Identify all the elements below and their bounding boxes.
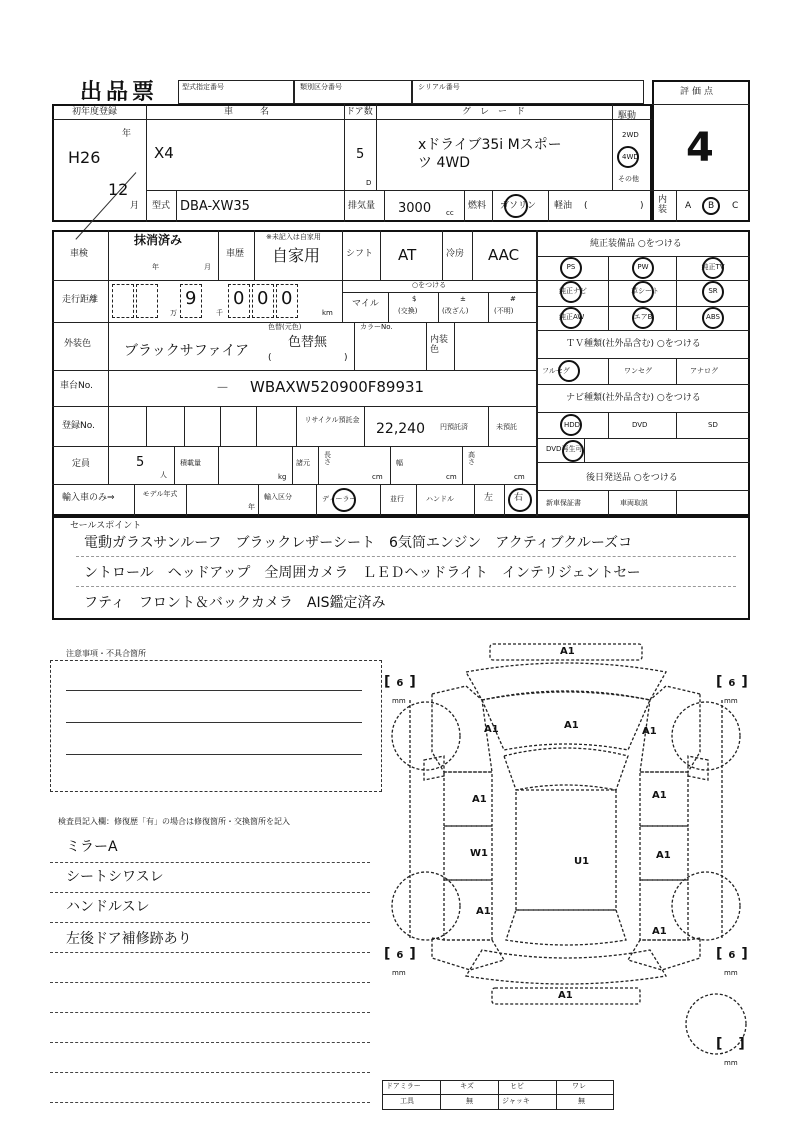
color-change-label: 色替(元色) (268, 323, 302, 331)
interior-grade-b-circle (702, 197, 720, 215)
navi-grid-line (676, 412, 677, 438)
tread-rear-right-unit: mm (724, 969, 738, 977)
inspection-value: 抹消済み (134, 233, 183, 247)
length-unit: cm (372, 473, 383, 481)
navi-option: SD (708, 421, 718, 429)
paren-right: ) (640, 201, 644, 211)
doors-label: ドア数 (346, 107, 373, 117)
first-registration-month: 12 (108, 180, 129, 199)
damage-label-right-rear-fender: A1 (652, 926, 667, 937)
legend-header: ヒビ (510, 1082, 524, 1090)
damage-label-hood: A1 (564, 720, 579, 731)
damage-label-right-rear-door: A1 (656, 850, 671, 861)
inspection-year-unit: 年 (152, 263, 159, 271)
tv-option: アナログ (690, 367, 718, 375)
mileage-digit-box (112, 284, 134, 318)
damage-label-left-rear-door: W1 (470, 848, 488, 859)
inspection-month-unit: 月 (204, 263, 211, 271)
legend-header: キズ (460, 1082, 474, 1090)
car-name: X4 (154, 144, 174, 162)
tv-option: ワンセグ (624, 367, 652, 375)
width-label: 幅 (396, 459, 403, 467)
equipment-item-circle (560, 257, 582, 279)
tread-front-right-unit: mm (724, 697, 738, 705)
tread-front-left: [ 6 ] (384, 674, 416, 690)
sales-line-2: ントロール ヘッドアップ 全周囲カメラ ＬＥＤヘッドライト インテリジェントセー (84, 565, 641, 581)
inspector-label: 検査員記入欄：修復歴「有」の場合は修復箇所・交換箇所を記入 (58, 817, 290, 826)
model-value: DBA-XW35 (180, 199, 250, 214)
mileage-opt-exchange: (交換) (398, 307, 418, 315)
equipment-item-circle (702, 281, 724, 303)
legend-value: 工具 (400, 1097, 414, 1105)
equipment-item: エアB (633, 313, 653, 321)
legend-value: 無 (578, 1097, 585, 1105)
drive-4wd: 4WD (622, 153, 639, 161)
interior-grade-label: 内装 (658, 195, 668, 215)
interior-color-label: 内装色 (430, 335, 449, 355)
tread-spare-unit: mm (724, 1059, 738, 1067)
tread-front-right: [ 6 ] (716, 674, 748, 690)
inspector-rule (50, 1072, 370, 1073)
mileage-digit: 0 (281, 288, 293, 309)
tread-rear-right: [ 6 ] (716, 946, 748, 962)
navi-hdd-circle (560, 414, 582, 436)
doc-warranty: 新車保証書 (546, 499, 581, 507)
damage-label-front-bumper: A1 (560, 646, 575, 657)
recycle-unpaid: 未預託 (496, 423, 517, 431)
equipment-item: 純正ナビ (559, 287, 587, 295)
mileage-digit: 0 (233, 288, 245, 309)
category-number-label: 類別区分番号 (300, 83, 342, 91)
navi-grid-line (584, 438, 585, 462)
import-category-label: 輸入区分 (264, 493, 292, 501)
equipment-item-circle (631, 281, 659, 303)
mileage-man-unit: 万 (170, 309, 177, 317)
legend-header: ワレ (572, 1082, 586, 1090)
grade-line-2: ツ 4WD (418, 155, 470, 171)
load-unit: kg (278, 473, 287, 481)
fuel-gasoline-circle (504, 194, 528, 218)
legend-value: ジャッキ (502, 1097, 530, 1105)
tv-option: フルセグ (542, 367, 570, 375)
handle-right: 右 (514, 493, 524, 503)
legend-header: ドアミラー (386, 1082, 421, 1090)
color-code-label: カラーNo. (360, 323, 393, 331)
equipment-item: 純正TV (701, 263, 725, 271)
doors-suffix: D (366, 179, 372, 187)
dims-label: 諸元 (296, 459, 310, 467)
navi-grid-line (536, 438, 750, 439)
inspector-rule (50, 982, 370, 983)
tv-title: ＴＶ種類(社外品含む) ○をつける (566, 339, 701, 349)
legend-value: 無 (466, 1097, 473, 1105)
tv-fullseg-circle (558, 360, 580, 382)
import-dealer: ディーラー (322, 495, 357, 503)
equipment-item: 純正AW (559, 313, 585, 321)
notes-label: 注意事項・不具合箇所 (66, 649, 146, 658)
car-damage-diagram (380, 640, 760, 1080)
recycle-label: リサイクル預託金 (304, 416, 360, 424)
tread-rear-left-unit: mm (392, 969, 406, 977)
recycle-value: 22,240 (376, 421, 425, 437)
interior-grade-c: C (732, 201, 739, 211)
interior-grade-b: B (708, 201, 715, 211)
mileage-digit: 9 (185, 288, 197, 309)
navi-dvd-play-circle (562, 440, 584, 462)
fuel-gasoline: ガソリン (500, 201, 537, 211)
equipment-item-circle (559, 281, 587, 303)
fuel-diesel: 軽油 (554, 201, 573, 211)
mileage-opt-tamper-mark: ± (460, 295, 466, 303)
notes-box (50, 660, 382, 792)
shift-value: AT (398, 246, 417, 264)
damage-label-left-rear-fender: A1 (476, 906, 491, 917)
handle-left: 左 (484, 493, 494, 503)
equipment-item-circle (702, 257, 724, 279)
inspector-line-2: シートシワスレ (66, 869, 164, 885)
handle-label: ハンドル (426, 495, 454, 503)
recycle-status: 円預託済 (440, 423, 468, 431)
drive-label: 駆動 (618, 111, 637, 121)
mileage-opt-exchange-mark: $ (412, 295, 417, 303)
equip-grid-line (676, 256, 677, 330)
form-title: 出品票 (80, 80, 159, 105)
equipment-item: PS (566, 263, 576, 271)
sales-points-label: セールスポイント (70, 521, 142, 531)
exterior-color-label: 外装色 (64, 339, 92, 349)
damage-label-left-front-door: A1 (472, 794, 487, 805)
cc-unit: cc (446, 209, 454, 217)
tread-spare: [ ] (716, 1036, 745, 1052)
chassis-dash: － (216, 381, 230, 396)
equipment-item-circle (702, 307, 724, 329)
drive-other: その他 (618, 175, 639, 183)
first-registration-year: H26 (68, 148, 101, 167)
tread-front-left-unit: mm (392, 697, 406, 705)
interior-grade-a: A (685, 201, 692, 211)
drive-4wd-circle (617, 146, 639, 168)
handle-right-circle (508, 488, 532, 512)
chassis-number-label: 車台No. (60, 381, 93, 391)
mileage-digit: 0 (257, 288, 269, 309)
history-note: ※未記入は自家用 (266, 233, 321, 241)
inspector-rule (50, 1012, 370, 1013)
mileage-km-unit: km (322, 309, 333, 317)
inspector-line-1: ミラーA (66, 839, 118, 855)
month-unit: 月 (130, 201, 140, 211)
color-change-value: 色替無 (288, 335, 328, 350)
doors-value: 5 (356, 147, 365, 162)
doc-manual: 車両取説 (620, 499, 648, 507)
ac-label: 冷房 (446, 249, 465, 259)
height-unit: cm (514, 473, 525, 481)
damage-label-rear-bumper: A1 (558, 990, 573, 1001)
type-designation-label: 型式指定番号 (182, 83, 224, 91)
inspector-rule (50, 922, 370, 923)
equipment-item: SR (708, 287, 718, 295)
grade-line-1: xドライブ35i Mスポー (418, 137, 562, 153)
color-paren-left: ( (268, 353, 272, 363)
mileage-digit-box (136, 284, 158, 318)
tread-rear-left: [ 6 ] (384, 946, 416, 962)
first-registration-label: 初年度登録 (72, 107, 118, 117)
displacement-value: 3000 (398, 201, 432, 216)
navi-option: HDD (564, 421, 581, 429)
tread-rear-left-value: 6 (396, 950, 404, 961)
import-parallel: 並行 (390, 495, 404, 503)
sales-line-1: 電動ガラスサンルーフ ブラックレザーシート 6気筒エンジン アクティブクルーズコ (84, 535, 633, 551)
grade-label: グ レ ー ド (462, 107, 526, 117)
equipment-title: 純正装備品 ○をつける (590, 239, 682, 249)
fuel-label: 燃料 (468, 201, 487, 211)
mileage-label: 走行距離 (62, 295, 99, 305)
registration-label: 登録No. (62, 421, 95, 431)
inspector-rule (50, 862, 370, 863)
docs-title: 後日発送品 ○をつける (586, 473, 678, 483)
model-year-unit: 年 (248, 503, 255, 511)
inspector-line-4: 左後ドア補修跡あり (66, 931, 192, 947)
navi-grid-line (608, 412, 609, 438)
tv-grid-line (676, 358, 677, 384)
navi-option: DVD (632, 421, 648, 429)
length-label: 長さ (324, 451, 331, 466)
inspector-line-3: ハンドルスレ (66, 899, 150, 915)
color-paren-right: ) (344, 353, 348, 363)
exterior-color-value: ブラックサファイア (124, 343, 250, 359)
year-unit: 年 (122, 129, 132, 139)
height-label: 高さ (468, 451, 475, 466)
inspector-rule (50, 892, 370, 893)
shift-label: シフト (346, 249, 374, 259)
damage-label-left-front-fender: A1 (484, 724, 499, 735)
equip-grid-line (608, 256, 609, 330)
equipment-item: 革シート (631, 287, 659, 295)
drive-2wd: 2WD (622, 131, 639, 139)
tread-front-right-value: 6 (728, 678, 736, 689)
width-unit: cm (446, 473, 457, 481)
score-value: 4 (686, 125, 714, 171)
paren-left: ( (584, 201, 588, 211)
model-year-label: モデル年式 (142, 490, 178, 498)
inspector-rule (50, 1042, 370, 1043)
import-dealer-circle (332, 488, 356, 512)
equipment-item-circle (632, 257, 654, 279)
model-label: 型式 (152, 201, 171, 211)
mileage-opt-tamper: (改ざん) (442, 307, 469, 315)
load-label: 積載量 (180, 459, 201, 467)
inspection-label: 車検 (70, 249, 89, 259)
mileage-opt-unknown-mark: # (510, 295, 516, 303)
mileage-circle-note: ○をつける (412, 281, 447, 289)
tread-front-left-value: 6 (396, 678, 404, 689)
damage-label-right-front-fender: A1 (642, 726, 657, 737)
score-label: 評価点 (680, 87, 717, 97)
chassis-number-value: WBAXW520900F89931 (250, 378, 425, 396)
ac-value: AAC (488, 246, 520, 264)
sales-line-3: フティ フロント＆バックカメラ AIS鑑定済み (84, 595, 386, 611)
equipment-item: PW (637, 263, 649, 271)
damage-label-roof: U1 (574, 856, 590, 867)
car-name-label: 車 名 (224, 107, 270, 117)
damage-label-right-front-door: A1 (652, 790, 667, 801)
mileage-mile: マイル (352, 299, 379, 309)
mileage-sen-unit: 千 (216, 309, 223, 317)
displacement-label: 排気量 (348, 201, 376, 211)
equipment-item-circle (632, 307, 654, 329)
capacity-unit: 人 (160, 471, 167, 479)
capacity-label: 定員 (72, 459, 91, 469)
navi-title: ナビ種類(社外品含む) ○をつける (566, 393, 701, 403)
mileage-opt-unknown: (不明) (494, 307, 514, 315)
tread-rear-right-value: 6 (728, 950, 736, 961)
inspector-rule (50, 952, 370, 953)
capacity-value: 5 (136, 455, 145, 470)
equipment-item: ABS (706, 313, 720, 321)
serial-number-label: シリアル番号 (418, 83, 460, 91)
equipment-item-circle (559, 307, 585, 329)
tv-grid-line (608, 358, 609, 384)
import-label: 輸入車のみ⇒ (62, 493, 115, 503)
inspector-rule (50, 1102, 370, 1103)
history-value: 自家用 (272, 246, 321, 265)
navi-option: DVD再生可 (546, 445, 583, 453)
history-label: 車歴 (226, 249, 245, 259)
